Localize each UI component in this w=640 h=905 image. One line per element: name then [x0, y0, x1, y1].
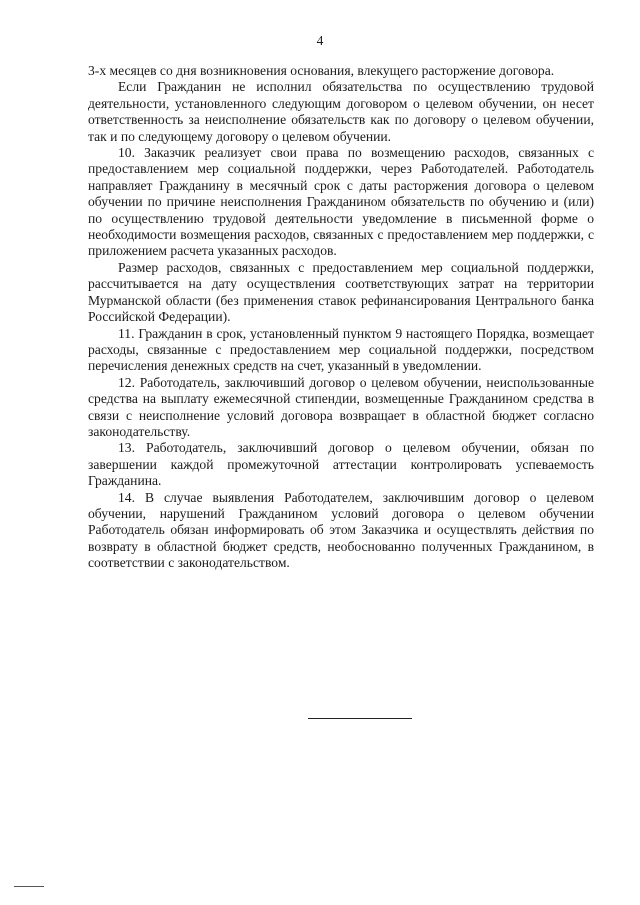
- scan-artifact-line: [14, 886, 44, 887]
- paragraph-expense-calculation: Размер расходов, связанных с предоставлением мер социальной поддержки, рассчитывается на дату осуществления соответствующих затрат на территории Мурманской области (без применения ставок рефинансирования Центрального банка Российской Федерации).: [88, 259, 594, 325]
- paragraph-13-progress-control: 13. Работодатель, заключивший договор о целевом обучении, обязан по завершении каждой промежуточной аттестации контролировать успеваемость Гражданина.: [88, 440, 594, 489]
- paragraph-11-citizen-repayment: 11. Гражданин в срок, установленный пунктом 9 настоящего Порядка, возмещает расходы, связанные с предоставлением мер социальной поддержки, посредством перечисления денежных средств на счет, указанный в уведомлении.: [88, 325, 594, 374]
- paragraph-14-violation-reporting: 14. В случае выявления Работодателем, заключившим договор о целевом обучении, нарушений Гражданином условий договора о целевом обучении Работодатель обязан информировать об этом Заказчика и осуществлять действия по возврату в областной бюджет средств, необоснованно полученных Гражданином, в соответствии с законодательством.: [88, 489, 594, 571]
- end-separator-line: [308, 718, 412, 719]
- document-body: [88, 63, 594, 572]
- page-number: 4: [316, 33, 324, 48]
- paragraph-12-employer-return-funds: 12. Работодатель, заключивший договор о целевом обучении, неиспользованные средства на выплату ежемесячной стипендии, возмещенные Гражданином средства в связи с неисполнение условий договора возвращает в областной бюджет согласно законодательству.: [88, 374, 594, 439]
- paragraph-contract-termination-continuation: 3-х месяцев со дня возникновения основания, влекущего расторжение договора.: [88, 63, 555, 78]
- paragraph-10-reimbursement-rights: 10. Заказчик реализует свои права по возмещению расходов, связанных с предоставлением мер социальной поддержки, через Работодателей. Работодатель направляет Гражданину в месячный срок с даты расторжения договора о целевом обучении по причине неисполнения Гражданином обязательств по обучению и (или) по осуществлению трудовой деятельности уведомление в письменной форме о необходимости возмещения расходов, связанных с предоставлением мер поддержки, с приложением расчета указанных расходов.: [88, 145, 594, 259]
- paragraph-citizen-liability: Если Гражданин не исполнил обязательства по осуществлению трудовой деятельности, установленного следующим договором о целевом обучении, он несет ответственность за неисполнение обязательств как по договору о целевом обучении, так и по следующему договору о целевом обучении.: [88, 79, 594, 144]
